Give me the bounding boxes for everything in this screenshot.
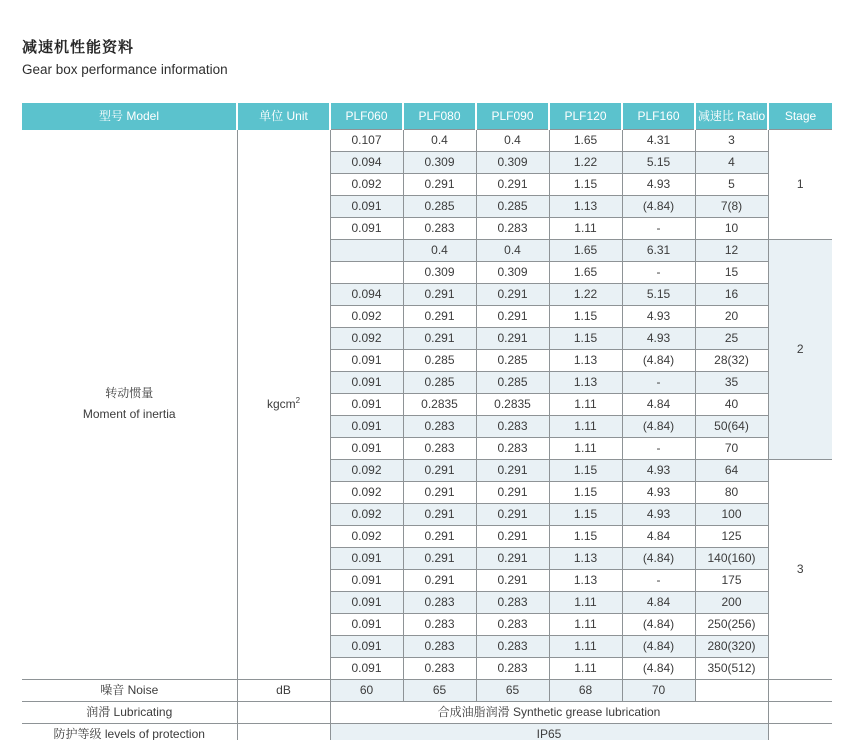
cell: 0.091 (330, 416, 403, 438)
cell: 1.15 (549, 504, 622, 526)
cell: (4.84) (622, 350, 695, 372)
cell: 280(320) (695, 636, 768, 658)
empty-cell (768, 724, 832, 740)
cell: 0.291 (403, 460, 476, 482)
cell: 1.15 (549, 460, 622, 482)
cell: (4.84) (622, 548, 695, 570)
cell: 0.092 (330, 504, 403, 526)
cell: 0.283 (403, 636, 476, 658)
protection-label: 防护等级 levels of protection (22, 724, 237, 740)
cell: 0.092 (330, 482, 403, 504)
cell: 0.309 (403, 152, 476, 174)
cell: 1.11 (549, 438, 622, 460)
cell: 0.107 (330, 130, 403, 152)
cell: 1.13 (549, 570, 622, 592)
cell: 6.31 (622, 240, 695, 262)
cell: 70 (622, 680, 695, 702)
header-stage: Stage (768, 103, 832, 130)
row-label-zh: 转动惯量 (105, 386, 154, 401)
cell: (4.84) (622, 636, 695, 658)
cell: 40 (695, 394, 768, 416)
cell: 12 (695, 240, 768, 262)
cell: 0.091 (330, 614, 403, 636)
cell: 0.283 (403, 416, 476, 438)
cell: 28(32) (695, 350, 768, 372)
cell: 0.283 (476, 636, 549, 658)
noise-row (22, 680, 832, 702)
cell: 0.091 (330, 350, 403, 372)
cell: 0.4 (403, 130, 476, 152)
cell: 4.93 (622, 460, 695, 482)
cell: 80 (695, 482, 768, 504)
header-plf060: PLF060 (330, 103, 403, 130)
cell: 4 (695, 152, 768, 174)
cell: 0.091 (330, 548, 403, 570)
cell: 68 (549, 680, 622, 702)
cell: 1.65 (549, 240, 622, 262)
lubricating-value: 合成油脂润滑 Synthetic grease lubrication (330, 702, 768, 724)
cell: 1.22 (549, 284, 622, 306)
unit-base: kgcm (266, 396, 296, 411)
cell (330, 262, 403, 284)
empty-cell (695, 680, 768, 702)
empty-cell (768, 680, 832, 702)
page-subtitle: Gear box performance information (22, 62, 228, 77)
cell: 3 (695, 130, 768, 152)
cell: 4.84 (622, 592, 695, 614)
cell: 0.091 (330, 394, 403, 416)
cell: (4.84) (622, 196, 695, 218)
cell: 0.309 (403, 262, 476, 284)
cell: 4.84 (622, 526, 695, 548)
cell: 0.092 (330, 306, 403, 328)
cell: 4.31 (622, 130, 695, 152)
header-plf160: PLF160 (622, 103, 695, 130)
row-label-en: Moment of inertia (82, 407, 176, 422)
cell: 1.15 (549, 328, 622, 350)
cell: 0.283 (403, 218, 476, 240)
cell: 0.285 (403, 350, 476, 372)
cell: 0.285 (476, 350, 549, 372)
cell: 1.22 (549, 152, 622, 174)
stage-1-cell: 1 (768, 130, 832, 240)
cell: 175 (695, 570, 768, 592)
empty-cell (768, 702, 832, 724)
cell: 0.283 (476, 614, 549, 636)
cell: 0.283 (476, 438, 549, 460)
lubricating-row (22, 702, 832, 724)
cell: 0.091 (330, 372, 403, 394)
cell: 0.091 (330, 438, 403, 460)
unit-superscript: 2 (295, 395, 301, 405)
cell: 5.15 (622, 152, 695, 174)
cell: 1.13 (549, 548, 622, 570)
cell: 1.13 (549, 350, 622, 372)
performance-table (22, 103, 832, 740)
cell: 0.283 (403, 658, 476, 680)
protection-row (22, 724, 832, 740)
cell: 0.283 (476, 658, 549, 680)
header-plf120: PLF120 (549, 103, 622, 130)
cell: 35 (695, 372, 768, 394)
cell: 5 (695, 174, 768, 196)
header-ratio: 减速比 Ratio (695, 103, 768, 130)
cell: 1.13 (549, 372, 622, 394)
page-title: 减速机性能资料 (22, 39, 135, 56)
cell: 0.291 (476, 504, 549, 526)
cell: 0.291 (476, 526, 549, 548)
cell: 0.291 (476, 482, 549, 504)
protection-value: IP65 (330, 724, 768, 740)
cell: 10 (695, 218, 768, 240)
cell: 0.291 (476, 460, 549, 482)
cell: 0.091 (330, 218, 403, 240)
cell: 15 (695, 262, 768, 284)
cell: 0.291 (476, 548, 549, 570)
cell: (4.84) (622, 416, 695, 438)
cell: 64 (695, 460, 768, 482)
cell: 350(512) (695, 658, 768, 680)
cell: 0.283 (403, 614, 476, 636)
cell: 0.285 (476, 372, 549, 394)
cell: 0.285 (403, 372, 476, 394)
cell: 1.13 (549, 196, 622, 218)
cell: 0.309 (476, 152, 549, 174)
cell: 0.291 (476, 174, 549, 196)
cell: 0.091 (330, 196, 403, 218)
cell: 7(8) (695, 196, 768, 218)
cell: 65 (403, 680, 476, 702)
cell: 60 (330, 680, 403, 702)
cell: 1.65 (549, 262, 622, 284)
cell: 1.11 (549, 614, 622, 636)
cell: 0.092 (330, 174, 403, 196)
header-row (22, 103, 832, 130)
cell: 1.11 (549, 394, 622, 416)
empty-cell (237, 702, 330, 724)
cell: 0.094 (330, 152, 403, 174)
cell: 16 (695, 284, 768, 306)
stage-3-cell: 3 (768, 460, 832, 680)
cell: 200 (695, 592, 768, 614)
empty-cell (237, 724, 330, 740)
cell: 0.283 (476, 592, 549, 614)
cell: - (622, 218, 695, 240)
cell: - (622, 570, 695, 592)
cell: 1.15 (549, 482, 622, 504)
cell: 0.291 (403, 328, 476, 350)
cell: 0.091 (330, 658, 403, 680)
cell: 65 (476, 680, 549, 702)
cell: 0.291 (403, 570, 476, 592)
cell: 4.93 (622, 328, 695, 350)
cell: 4.93 (622, 482, 695, 504)
cell: 0.283 (403, 438, 476, 460)
cell: 0.291 (403, 526, 476, 548)
cell: 1.11 (549, 592, 622, 614)
cell: 0.2835 (476, 394, 549, 416)
cell: 0.094 (330, 284, 403, 306)
cell: 1.11 (549, 658, 622, 680)
cell: 0.291 (403, 306, 476, 328)
cell: (4.84) (622, 658, 695, 680)
cell: 0.291 (403, 504, 476, 526)
cell: 4.84 (622, 394, 695, 416)
cell: 0.092 (330, 526, 403, 548)
moment-of-inertia-label (22, 130, 237, 680)
lubricating-label: 润滑 Lubricating (22, 702, 237, 724)
header-unit: 单位 Unit (237, 103, 330, 130)
cell: 0.291 (403, 284, 476, 306)
cell: 0.092 (330, 460, 403, 482)
noise-unit: dB (237, 680, 330, 702)
cell: 0.092 (330, 328, 403, 350)
cell: (4.84) (622, 614, 695, 636)
cell: 0.283 (476, 218, 549, 240)
cell: 1.11 (549, 416, 622, 438)
cell: 50(64) (695, 416, 768, 438)
cell: 1.15 (549, 174, 622, 196)
cell: 1.11 (549, 218, 622, 240)
cell: 0.309 (476, 262, 549, 284)
cell: 70 (695, 438, 768, 460)
cell: 0.091 (330, 636, 403, 658)
cell: 0.4 (403, 240, 476, 262)
cell: 0.091 (330, 570, 403, 592)
cell: 125 (695, 526, 768, 548)
header-plf080: PLF080 (403, 103, 476, 130)
cell: 0.291 (476, 284, 549, 306)
cell: 0.291 (403, 174, 476, 196)
cell: - (622, 372, 695, 394)
cell: 0.4 (476, 240, 549, 262)
cell: 100 (695, 504, 768, 526)
cell: 0.4 (476, 130, 549, 152)
cell: 5.15 (622, 284, 695, 306)
cell: 0.291 (476, 570, 549, 592)
cell: 0.291 (403, 548, 476, 570)
cell: 0.285 (403, 196, 476, 218)
stage-2-cell: 2 (768, 240, 832, 460)
unit-value (237, 130, 330, 680)
cell: 0.285 (476, 196, 549, 218)
cell: 140(160) (695, 548, 768, 570)
cell: 0.291 (476, 306, 549, 328)
cell: 4.93 (622, 306, 695, 328)
cell: 4.93 (622, 504, 695, 526)
cell (330, 240, 403, 262)
cell: 0.291 (476, 328, 549, 350)
cell: 20 (695, 306, 768, 328)
cell: 0.283 (403, 592, 476, 614)
cell: 1.65 (549, 130, 622, 152)
title-block (22, 36, 228, 77)
cell: 1.11 (549, 636, 622, 658)
cell: 4.93 (622, 174, 695, 196)
table-row (22, 130, 832, 152)
cell: 25 (695, 328, 768, 350)
header-plf090: PLF090 (476, 103, 549, 130)
cell: - (622, 262, 695, 284)
cell: 1.15 (549, 526, 622, 548)
cell: 0.091 (330, 592, 403, 614)
cell: 0.283 (476, 416, 549, 438)
header-model: 型号 Model (22, 103, 237, 130)
cell: 0.2835 (403, 394, 476, 416)
cell: 250(256) (695, 614, 768, 636)
cell: 1.15 (549, 306, 622, 328)
cell: 0.291 (403, 482, 476, 504)
cell: - (622, 438, 695, 460)
noise-label: 噪音 Noise (22, 680, 237, 702)
